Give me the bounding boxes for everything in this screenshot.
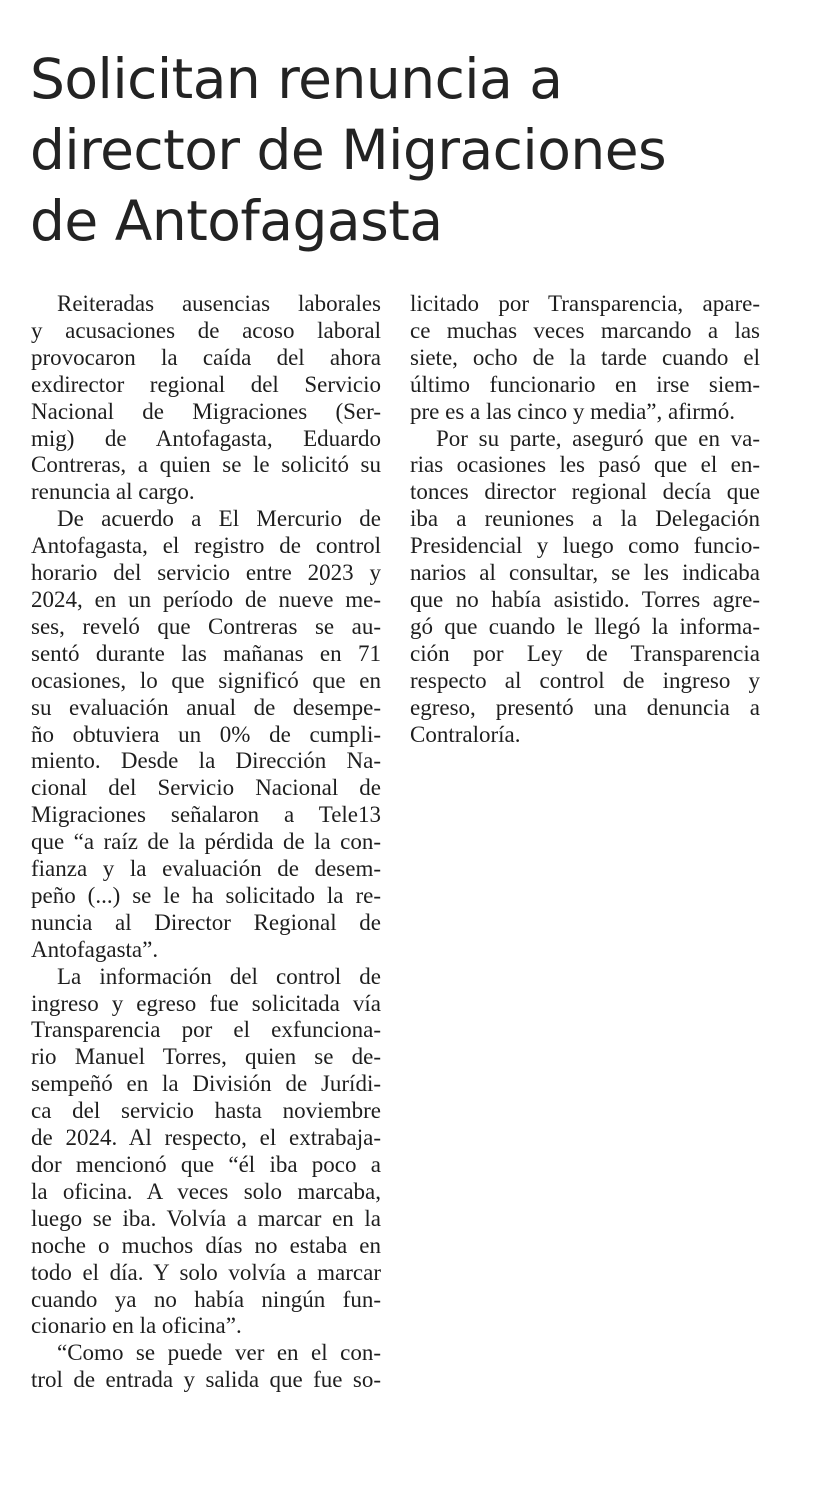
body-text-line: Nacional de Migraciones (Ser- <box>31 398 381 424</box>
body-text-line: Por su parte, aseguró que en va- <box>436 425 760 451</box>
headline-line: director de Migraciones <box>30 118 667 182</box>
body-text-line: cionario en la oficina”. <box>31 1313 242 1339</box>
body-text-line: 2024, en un período de nueve me- <box>31 586 381 612</box>
body-text-line: su evaluación anual de desempe- <box>31 694 381 720</box>
body-text-line: que “a raíz de la pérdida de la con- <box>31 829 381 855</box>
body-text-line: siete, ocho de la tarde cuando el <box>410 344 760 370</box>
headline <box>30 44 810 257</box>
body-text-line: ingreso y egreso fue solicitada vía <box>31 990 381 1016</box>
body-text-line: horario del servicio entre 2023 y <box>31 560 381 586</box>
body-text-line: renuncia al cargo. <box>31 479 195 505</box>
body-text-line: ca del servicio hasta noviembre <box>31 1098 381 1124</box>
body-text-line: egreso, presentó una denuncia a <box>410 694 760 720</box>
body-text-line: provocaron la caída del ahora <box>31 344 381 370</box>
article-column-right <box>410 291 760 748</box>
body-text-line: Presidencial y luego como funcio- <box>410 533 760 559</box>
body-text-line: de 2024. Al respecto, el extrabaja- <box>31 1125 381 1151</box>
body-text-line: ses, reveló que Contreras se au- <box>31 613 381 639</box>
article-column-left <box>31 291 381 1394</box>
body-text-line: Contraloría. <box>410 721 521 747</box>
body-text-line: tonces director regional decía que <box>410 479 760 505</box>
body-text-line: Reiteradas ausencias laborales <box>57 291 381 316</box>
headline-line: de Antofagasta <box>30 189 443 253</box>
body-text-line: sentó durante las mañanas en 71 <box>31 640 381 666</box>
body-text-line: cional del Servicio Nacional de <box>31 775 381 801</box>
body-text-line: la oficina. A veces solo marcaba, <box>31 1178 381 1204</box>
body-text-line: De acuerdo a El Mercurio de <box>57 506 381 532</box>
body-text-line: último funcionario en irse siem- <box>410 371 760 397</box>
body-text-line: luego se iba. Volvía a marcar en la <box>31 1205 381 1231</box>
body-text-line: nuncia al Director Regional de <box>31 909 381 935</box>
body-text-line: Migraciones señalaron a Tele13 <box>31 802 381 828</box>
body-text-line: fianza y la evaluación de desem- <box>31 856 381 882</box>
body-text-line: miento. Desde la Dirección Na- <box>31 748 381 774</box>
body-text-line: trol de entrada y salida que fue so- <box>31 1367 381 1393</box>
body-text-line: Transparencia por el exfunciona- <box>31 1017 381 1043</box>
body-text-line: gó que cuando le llegó la informa- <box>410 613 760 639</box>
body-text-line: pre es a las cinco y media”, afirmó. <box>410 398 736 424</box>
body-text-line: y acusaciones de acoso laboral <box>31 317 381 343</box>
body-text-line: sempeñó en la División de Jurídi- <box>31 1071 381 1097</box>
body-text-line: iba a reuniones a la Delegación <box>410 506 760 532</box>
body-text-line: noche o muchos días no estaba en <box>31 1232 381 1258</box>
body-text-line: todo el día. Y solo volvía a marcar <box>31 1259 381 1285</box>
body-text-line: ño obtuviera un 0% de cumpli- <box>31 721 381 747</box>
body-text-line: dor mencionó que “él iba poco a <box>31 1152 381 1177</box>
body-text-line: rias ocasiones les pasó que el en- <box>410 452 760 478</box>
body-text-line: exdirector regional del Servicio <box>31 371 381 397</box>
body-text-line: “Como se puede ver en el con- <box>57 1340 381 1366</box>
body-text-line: mig) de Antofagasta, Eduardo <box>31 425 381 451</box>
body-text-line: respecto al control de ingreso y <box>410 667 760 693</box>
body-text-line: Antofagasta, el registro de control <box>31 533 381 559</box>
body-text-line: rio Manuel Torres, quien se de- <box>31 1044 381 1070</box>
body-text-line: ción por Ley de Transparencia <box>410 640 760 666</box>
body-text-line: narios al consultar, se les indicaba <box>410 560 760 586</box>
body-text-line: cuando ya no había ningún fun- <box>31 1286 381 1312</box>
body-text-line: que no había asistido. Torres agre- <box>410 586 760 612</box>
headline-line: Solicitan renuncia a <box>30 47 563 111</box>
body-text-line: ocasiones, lo que significó que en <box>31 667 381 693</box>
body-text-line: Contreras, a quien se le solicitó su <box>31 452 381 478</box>
body-text-line: licitado por Transparencia, apare- <box>410 291 760 316</box>
body-text-line: Antofagasta”. <box>31 936 159 962</box>
body-text-line: ce muchas veces marcando a las <box>410 317 760 343</box>
body-text-line: peño (...) se le ha solicitado la re- <box>31 882 381 908</box>
body-text-line: La información del control de <box>57 963 381 989</box>
